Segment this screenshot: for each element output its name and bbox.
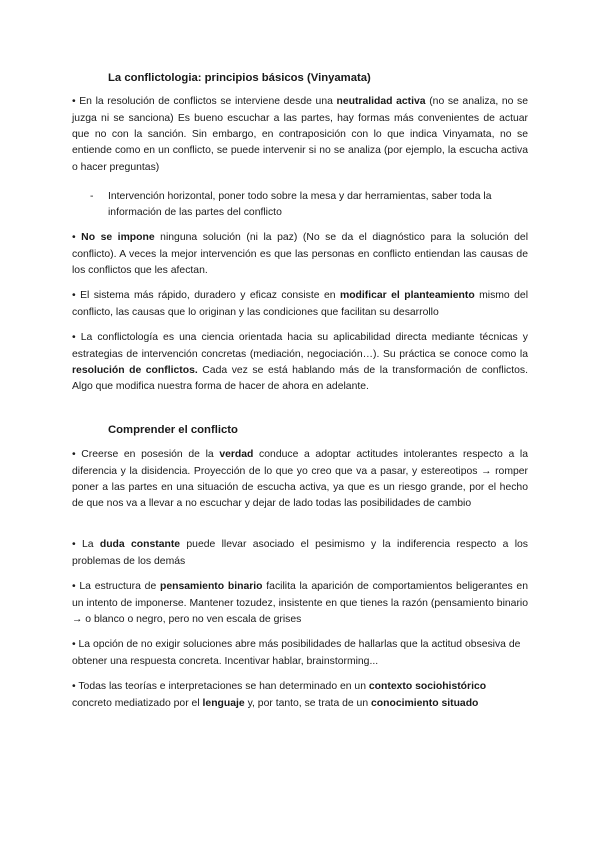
- bullet-marker: •: [72, 539, 76, 551]
- paragraph-text: Todas las teorías e interpretaciones se han determinado en un: [75, 681, 369, 693]
- bullet-marker: •: [72, 332, 76, 344]
- paragraph-duda-constante: [72, 537, 528, 570]
- bold-term: conocimiento situado: [371, 697, 479, 709]
- paragraph-contexto-sociohistorico: [72, 679, 528, 712]
- bold-term: No se impone: [75, 232, 155, 244]
- paragraph-neutralidad-activa: [72, 94, 528, 175]
- bold-term: neutralidad activa: [336, 96, 426, 108]
- paragraph-text: Cada vez se está hablando más de la transformación de conflictos. Algo que modifica nuestra forma de hacer de ahora en adelante.: [72, 364, 528, 393]
- sub-item-text: Intervención horizontal, poner todo sobre la mesa y dar herramientas, saber toda la información de las partes del conflicto: [108, 191, 492, 219]
- bullet-marker: •: [72, 290, 76, 302]
- bold-term: verdad: [219, 449, 254, 461]
- paragraph-text: conduce a adoptar actitudes intolerantes respecto a la diferencia y la disidencia. Proyección de lo que yo creo que va a pasar, y estereotipos → romper poner a las partes en una situación de escucha activa, ya que es un riesgo grande, por el hecho de que nos va a llevar a no escuchar y dejar de lado todas las posibilidades de cambio: [72, 449, 528, 510]
- paragraph-text: y, por tanto, se trata de un: [244, 697, 372, 709]
- paragraph-text: La opción de no exigir soluciones abre más posibilidades de hallarlas que la actitud obsesiva de obtener una respuesta concreta. Incentivar hablar, brainstorming...: [72, 639, 521, 667]
- bold-term: duda constante: [99, 539, 181, 551]
- paragraph-text: mismo del conflicto, las causas que lo originan y las condiciones que facilitan su desarrollo: [72, 290, 528, 318]
- paragraph-conflictologia-ciencia: [72, 330, 528, 395]
- bold-term: contexto sociohistórico: [368, 681, 487, 693]
- bullet-marker: •: [72, 449, 76, 461]
- paragraph-text: facilita la aparición de comportamientos beligerantes en un intento de imponerse. Mantener tozudez, insistente en que tienes la razón (pensamiento binario → o blanco o negro, pero no ven escala de grises: [72, 581, 528, 625]
- paragraph-text: Creerse en posesión de la: [75, 449, 220, 461]
- bold-term: resolución de conflictos.: [72, 364, 198, 376]
- dash-marker: -: [90, 191, 94, 202]
- bold-term: modificar el planteamiento: [339, 290, 475, 302]
- section-title-comprender: Comprender el conflicto: [108, 424, 238, 436]
- paragraph-verdad: [72, 447, 528, 512]
- bullet-marker: •: [72, 639, 76, 651]
- sub-item-intervencion-horizontal: [90, 189, 528, 222]
- bullet-marker: •: [72, 232, 76, 244]
- paragraph-text: concreto mediatizado por el: [72, 697, 203, 709]
- section-title-conflictologia: La conflictologia: principios básicos (Vinyamata): [108, 72, 371, 84]
- paragraph-text: puede llevar asociado el pesimismo y la indiferencia respecto a los problemas de los demás: [72, 539, 528, 567]
- paragraph-no-se-impone: [72, 230, 528, 279]
- bold-term: pensamiento binario: [160, 581, 263, 593]
- paragraph-text: La conflictología es una ciencia orientada hacia su aplicabilidad directa mediante técnicas y estrategias de intervención concretas (mediación, negociación…). Su práctica se conoce como la: [72, 332, 528, 360]
- bullet-marker: •: [72, 681, 76, 693]
- paragraph-text: El sistema más rápido, duradero y eficaz consiste en: [75, 290, 340, 302]
- paragraph-text: La: [75, 539, 100, 551]
- paragraph-text: La estructura de: [75, 581, 161, 593]
- paragraph-modificar-planteamiento: [72, 288, 528, 321]
- bullet-marker: •: [72, 581, 76, 593]
- paragraph-text: ninguna solución (ni la paz) (No se da el diagnóstico para la solución del conflicto). A veces la mejor intervención es que las personas en conflicto entiendan las causas de los conflictos que les afectan.: [72, 232, 529, 276]
- paragraph-text: En la resolución de conflictos se interviene desde una: [75, 96, 337, 108]
- paragraph-no-exigir-soluciones: [72, 637, 528, 670]
- paragraph-text: (no se analiza, no se juzga ni se sanciona) Es bueno escuchar a las partes, hay formas más convenientes de actuar que no con la sanción. Sin embargo, en contraposición con lo que indica Vinyamata, no se entiende como en un conflicto, se puede intervenir si no se analiza (por ejemplo, la escucha activa o hacer preguntas): [72, 96, 529, 173]
- paragraph-pensamiento-binario: [72, 579, 528, 628]
- bullet-marker: •: [72, 96, 76, 108]
- bold-term: lenguaje: [202, 697, 245, 709]
